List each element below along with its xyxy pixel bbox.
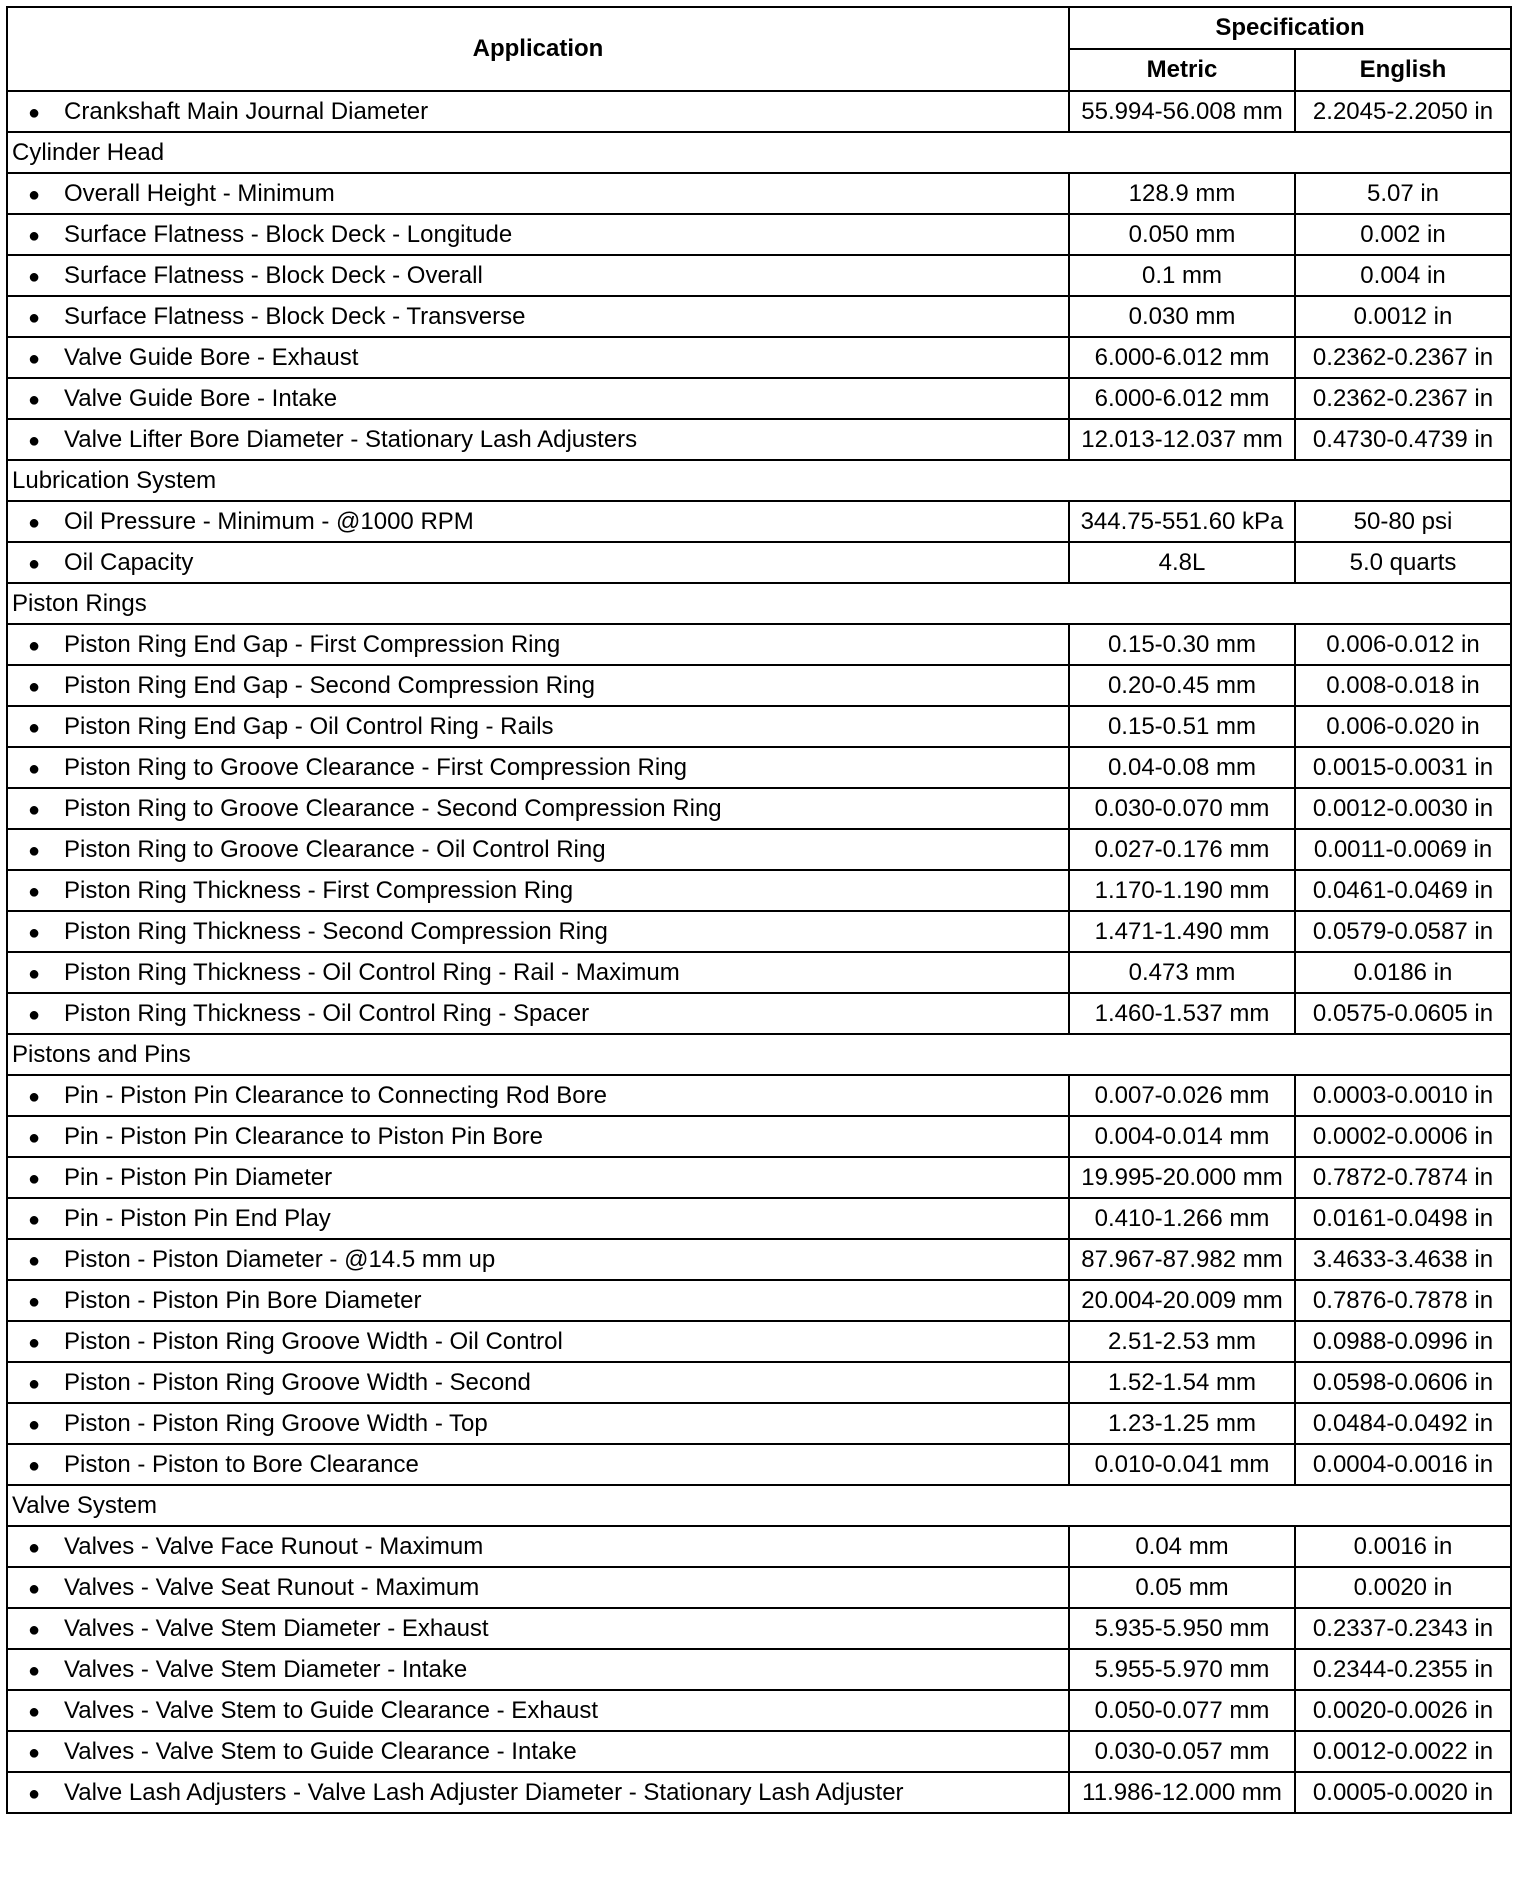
english-value: 0.0020 in [1295,1567,1511,1608]
english-value: 0.0598-0.0606 in [1295,1362,1511,1403]
english-value: 0.0012 in [1295,296,1511,337]
metric-value: 11.986-12.000 mm [1069,1772,1295,1813]
bullet-icon [28,549,64,577]
metric-value: 0.04 mm [1069,1526,1295,1567]
metric-value: 0.04-0.08 mm [1069,747,1295,788]
metric-value: 1.471-1.490 mm [1069,911,1295,952]
table-row [7,1157,1511,1198]
metric-value: 0.050 mm [1069,214,1295,255]
section-heading: Piston Rings [7,583,1511,624]
metric-value: 20.004-20.009 mm [1069,1280,1295,1321]
bullet-icon [28,1164,64,1192]
application-cell [7,993,1069,1034]
table-row [7,378,1511,419]
metric-value: 4.8L [1069,542,1295,583]
bullet-icon [28,1369,64,1397]
metric-value: 12.013-12.037 mm [1069,419,1295,460]
application-label: Piston Ring Thickness - First Compression Ring [64,876,574,904]
metric-value: 6.000-6.012 mm [1069,337,1295,378]
application-cell [7,1362,1069,1403]
application-label: Valve Guide Bore - Intake [64,384,338,412]
application-label: Pin - Piston Pin Diameter [64,1163,333,1191]
metric-value: 0.15-0.51 mm [1069,706,1295,747]
specification-table [6,6,1512,1814]
section-row [7,583,1511,624]
application-label: Piston - Piston Ring Groove Width - Top [64,1409,488,1437]
application-label: Piston Ring to Groove Clearance - Second Compression Ring [64,794,722,822]
table-row [7,296,1511,337]
application-cell [7,419,1069,460]
table-row [7,706,1511,747]
application-cell [7,1526,1069,1567]
section-heading: Lubrication System [7,460,1511,501]
bullet-icon [28,754,64,782]
metric-value: 19.995-20.000 mm [1069,1157,1295,1198]
application-label: Piston Ring to Groove Clearance - First Compression Ring [64,753,687,781]
english-value: 0.2337-0.2343 in [1295,1608,1511,1649]
application-label: Piston - Piston Pin Bore Diameter [64,1286,422,1314]
table-row [7,419,1511,460]
application-cell [7,1198,1069,1239]
metric-value: 1.170-1.190 mm [1069,870,1295,911]
bullet-icon [28,1738,64,1766]
application-label: Valves - Valve Seat Runout - Maximum [64,1573,480,1601]
english-value: 0.0005-0.0020 in [1295,1772,1511,1813]
application-cell [7,1116,1069,1157]
application-label: Surface Flatness - Block Deck - Transverse [64,302,526,330]
table-row [7,173,1511,214]
table-row [7,1198,1511,1239]
application-cell [7,296,1069,337]
metric-value: 0.030 mm [1069,296,1295,337]
table-row [7,870,1511,911]
metric-value: 0.030-0.057 mm [1069,1731,1295,1772]
english-value: 0.0579-0.0587 in [1295,911,1511,952]
application-cell [7,1321,1069,1362]
bullet-icon [28,918,64,946]
application-cell [7,1444,1069,1485]
application-label: Piston - Piston Ring Groove Width - Second [64,1368,531,1396]
metric-value: 6.000-6.012 mm [1069,378,1295,419]
metric-value: 0.1 mm [1069,255,1295,296]
application-cell [7,214,1069,255]
table-row [7,624,1511,665]
metric-value: 1.460-1.537 mm [1069,993,1295,1034]
metric-value: 0.05 mm [1069,1567,1295,1608]
application-cell [7,1731,1069,1772]
application-label: Piston Ring to Groove Clearance - Oil Control Ring [64,835,606,863]
metric-value: 2.51-2.53 mm [1069,1321,1295,1362]
bullet-icon [28,1246,64,1274]
application-label: Piston - Piston Ring Groove Width - Oil Control [64,1327,563,1355]
table-row [7,788,1511,829]
english-value: 50-80 psi [1295,501,1511,542]
bullet-icon [28,385,64,413]
application-cell [7,173,1069,214]
table-row [7,1362,1511,1403]
header-specification: Specification [1069,7,1511,49]
bullet-icon [28,1574,64,1602]
table-row [7,214,1511,255]
table-row [7,911,1511,952]
metric-value: 0.20-0.45 mm [1069,665,1295,706]
table-row [7,501,1511,542]
application-label: Piston Ring Thickness - Oil Control Ring - Rail - Maximum [64,958,680,986]
table-row [7,255,1511,296]
english-value: 0.008-0.018 in [1295,665,1511,706]
bullet-icon [28,1779,64,1807]
application-label: Piston Ring Thickness - Second Compression Ring [64,917,608,945]
english-value: 0.2362-0.2367 in [1295,337,1511,378]
metric-value: 0.007-0.026 mm [1069,1075,1295,1116]
section-row [7,1034,1511,1075]
bullet-icon [28,959,64,987]
english-value: 0.004 in [1295,255,1511,296]
header-application: Application [7,7,1069,91]
metric-value: 0.030-0.070 mm [1069,788,1295,829]
application-cell [7,1157,1069,1198]
metric-value: 1.52-1.54 mm [1069,1362,1295,1403]
application-cell [7,952,1069,993]
metric-value: 0.027-0.176 mm [1069,829,1295,870]
application-cell [7,1075,1069,1116]
bullet-icon [28,303,64,331]
application-label: Valves - Valve Stem Diameter - Intake [64,1655,468,1683]
application-label: Piston - Piston Diameter - @14.5 mm up [64,1245,496,1273]
english-value: 0.0012-0.0022 in [1295,1731,1511,1772]
bullet-icon [28,1287,64,1315]
bullet-icon [28,1000,64,1028]
bullet-icon [28,713,64,741]
bullet-icon [28,1328,64,1356]
application-cell [7,829,1069,870]
english-value: 0.0161-0.0498 in [1295,1198,1511,1239]
section-row [7,132,1511,173]
english-value: 0.0020-0.0026 in [1295,1690,1511,1731]
application-cell [7,1280,1069,1321]
english-value: 0.0011-0.0069 in [1295,829,1511,870]
header-english: English [1295,49,1511,91]
english-value: 0.0186 in [1295,952,1511,993]
english-value: 0.2344-0.2355 in [1295,1649,1511,1690]
english-value: 0.0575-0.0605 in [1295,993,1511,1034]
section-heading: Cylinder Head [7,132,1511,173]
table-row [7,1116,1511,1157]
bullet-icon [28,344,64,372]
english-value: 0.0004-0.0016 in [1295,1444,1511,1485]
bullet-icon [28,1533,64,1561]
bullet-icon [28,836,64,864]
english-value: 0.0988-0.0996 in [1295,1321,1511,1362]
english-value: 5.0 quarts [1295,542,1511,583]
english-value: 0.006-0.012 in [1295,624,1511,665]
table-row [7,1075,1511,1116]
metric-value: 5.955-5.970 mm [1069,1649,1295,1690]
metric-value: 55.994-56.008 mm [1069,91,1295,132]
english-value: 0.2362-0.2367 in [1295,378,1511,419]
application-cell [7,1608,1069,1649]
application-cell [7,542,1069,583]
bullet-icon [28,1123,64,1151]
application-label: Oil Pressure - Minimum - @1000 RPM [64,507,474,535]
english-value: 3.4633-3.4638 in [1295,1239,1511,1280]
application-label: Valve Guide Bore - Exhaust [64,343,359,371]
english-value: 0.7876-0.7878 in [1295,1280,1511,1321]
section-row [7,460,1511,501]
header-metric: Metric [1069,49,1295,91]
application-label: Pin - Piston Pin Clearance to Piston Pin Bore [64,1122,543,1150]
application-label: Valves - Valve Stem Diameter - Exhaust [64,1614,489,1642]
english-value: 0.0002-0.0006 in [1295,1116,1511,1157]
application-cell [7,1772,1069,1813]
english-value: 0.006-0.020 in [1295,706,1511,747]
application-cell [7,870,1069,911]
table-row [7,993,1511,1034]
metric-value: 1.23-1.25 mm [1069,1403,1295,1444]
metric-value: 344.75-551.60 kPa [1069,501,1295,542]
application-cell [7,501,1069,542]
table-row [7,1526,1511,1567]
metric-value: 0.004-0.014 mm [1069,1116,1295,1157]
application-cell [7,911,1069,952]
bullet-icon [28,1451,64,1479]
metric-value: 0.010-0.041 mm [1069,1444,1295,1485]
application-label: Surface Flatness - Block Deck - Longitude [64,220,513,248]
bullet-icon [28,426,64,454]
metric-value: 0.473 mm [1069,952,1295,993]
english-value: 0.0003-0.0010 in [1295,1075,1511,1116]
bullet-icon [28,877,64,905]
application-label: Valves - Valve Face Runout - Maximum [64,1532,484,1560]
application-label: Valves - Valve Stem to Guide Clearance - Exhaust [64,1696,599,1724]
table-body [7,91,1511,1813]
english-value: 0.002 in [1295,214,1511,255]
application-cell [7,706,1069,747]
bullet-icon [28,1205,64,1233]
metric-value: 5.935-5.950 mm [1069,1608,1295,1649]
application-cell [7,91,1069,132]
application-label: Piston - Piston to Bore Clearance [64,1450,419,1478]
section-heading: Valve System [7,1485,1511,1526]
table-row [7,952,1511,993]
metric-value: 0.050-0.077 mm [1069,1690,1295,1731]
application-cell [7,747,1069,788]
bullet-icon [28,672,64,700]
table-row [7,1321,1511,1362]
bullet-icon [28,98,64,126]
table-row [7,1649,1511,1690]
table-row [7,1403,1511,1444]
table-row [7,1608,1511,1649]
english-value: 0.4730-0.4739 in [1295,419,1511,460]
application-label: Overall Height - Minimum [64,179,335,207]
application-label: Valve Lash Adjusters - Valve Lash Adjuster Diameter - Stationary Lash Adjuster [64,1778,904,1806]
application-cell [7,788,1069,829]
application-label: Piston Ring End Gap - Second Compression Ring [64,671,595,699]
application-label: Pin - Piston Pin Clearance to Connecting Rod Bore [64,1081,607,1109]
application-cell [7,255,1069,296]
bullet-icon [28,631,64,659]
english-value: 0.0484-0.0492 in [1295,1403,1511,1444]
application-label: Piston Ring Thickness - Oil Control Ring - Spacer [64,999,590,1027]
bullet-icon [28,1697,64,1725]
application-cell [7,1403,1069,1444]
bullet-icon [28,1615,64,1643]
application-label: Valves - Valve Stem to Guide Clearance - Intake [64,1737,577,1765]
section-heading: Pistons and Pins [7,1034,1511,1075]
table-row [7,1731,1511,1772]
english-value: 0.0012-0.0030 in [1295,788,1511,829]
table-row [7,829,1511,870]
table-header [7,7,1511,91]
metric-value: 0.15-0.30 mm [1069,624,1295,665]
application-cell [7,1239,1069,1280]
bullet-icon [28,508,64,536]
metric-value: 128.9 mm [1069,173,1295,214]
english-value: 0.0015-0.0031 in [1295,747,1511,788]
bullet-icon [28,1082,64,1110]
application-label: Surface Flatness - Block Deck - Overall [64,261,483,289]
table-row [7,1239,1511,1280]
english-value: 0.7872-0.7874 in [1295,1157,1511,1198]
section-row [7,1485,1511,1526]
english-value: 2.2045-2.2050 in [1295,91,1511,132]
application-label: Piston Ring End Gap - Oil Control Ring - Rails [64,712,554,740]
application-label: Piston Ring End Gap - First Compression Ring [64,630,561,658]
table-row [7,542,1511,583]
bullet-icon [28,795,64,823]
english-value: 0.0016 in [1295,1526,1511,1567]
bullet-icon [28,221,64,249]
application-cell [7,1567,1069,1608]
table-row [7,1280,1511,1321]
table-row [7,1567,1511,1608]
application-label: Valve Lifter Bore Diameter - Stationary Lash Adjusters [64,425,638,453]
bullet-icon [28,180,64,208]
table-row [7,1690,1511,1731]
bullet-icon [28,1410,64,1438]
english-value: 0.0461-0.0469 in [1295,870,1511,911]
bullet-icon [28,1656,64,1684]
application-cell [7,665,1069,706]
english-value: 5.07 in [1295,173,1511,214]
application-cell [7,378,1069,419]
metric-value: 0.410-1.266 mm [1069,1198,1295,1239]
application-cell [7,1649,1069,1690]
metric-value: 87.967-87.982 mm [1069,1239,1295,1280]
table-row [7,1444,1511,1485]
bullet-icon [28,262,64,290]
table-row [7,747,1511,788]
application-cell [7,624,1069,665]
table-row [7,91,1511,132]
application-label: Oil Capacity [64,548,194,576]
application-label: Crankshaft Main Journal Diameter [64,97,429,125]
application-cell [7,1690,1069,1731]
table-row [7,337,1511,378]
application-label: Pin - Piston Pin End Play [64,1204,331,1232]
application-cell [7,337,1069,378]
table-row [7,665,1511,706]
table-row [7,1772,1511,1813]
